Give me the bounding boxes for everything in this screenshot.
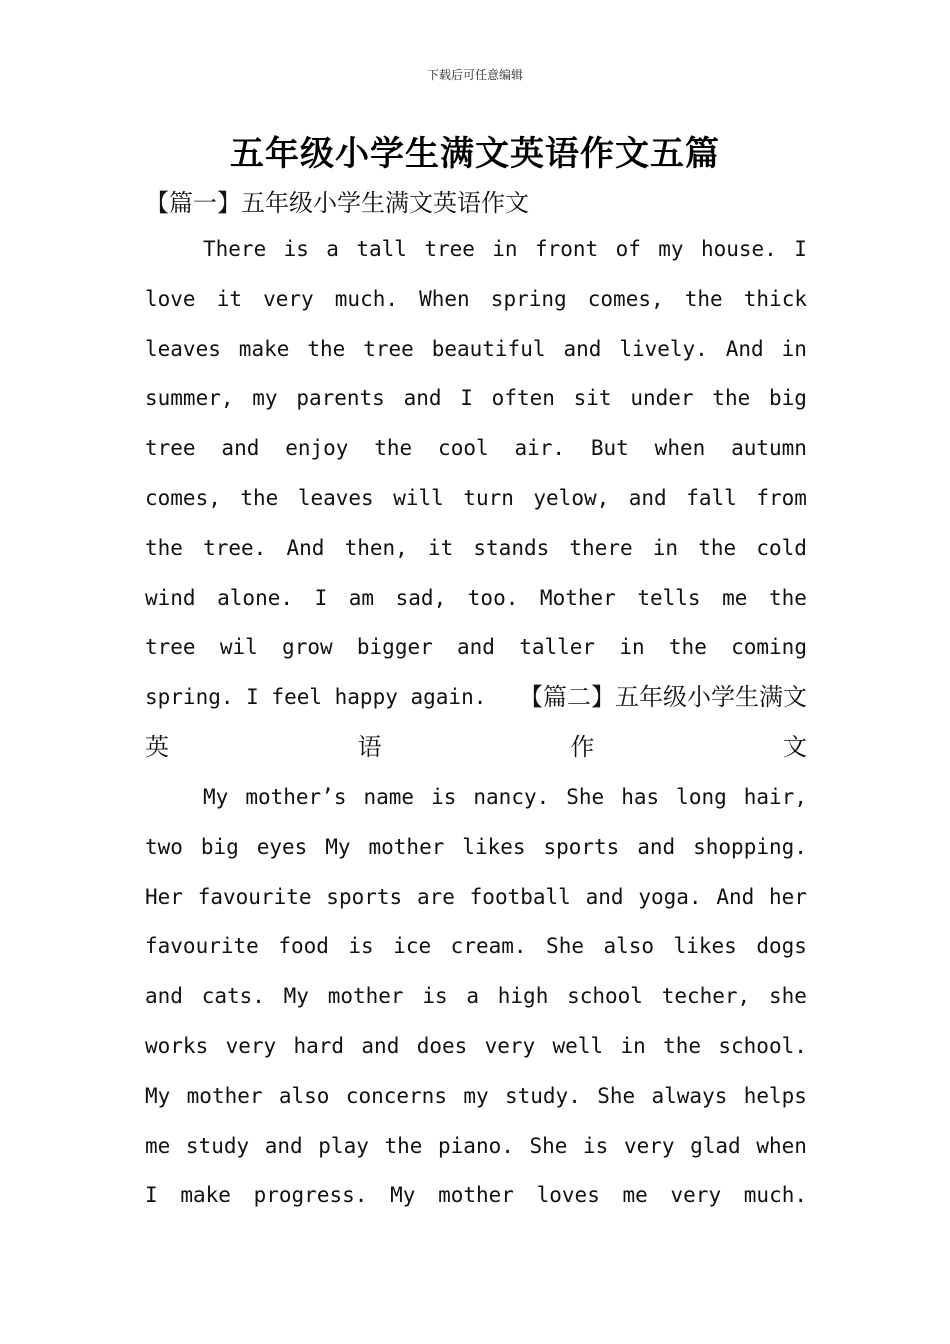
line-text: and cats. My mother is a high school techer, she [145,984,807,1009]
text-line [145,773,807,823]
header-note: 下载后可任意编辑 [426,68,523,82]
text-line [145,524,807,574]
line-text: wind alone. I am sad, too. Mother tells me the [145,585,807,610]
text-line [145,873,807,923]
line-text: Her favourite sports are football and yoga. And her [145,884,807,909]
text-line [145,374,807,424]
line-text: me study and play the piano. She is very glad when [145,1133,807,1158]
text-line [145,325,807,375]
section-heading-1: 【篇一】五年级小学生满文英语作文 [145,189,529,217]
text-line [145,474,807,524]
text-line [145,574,807,624]
line-text: I make progress. My mother loves me very much. [145,1183,807,1208]
line-text: comes, the leaves will turn yelow, and fall from [145,485,807,510]
essay-1-body [145,225,807,773]
text-line [145,275,807,325]
section-heading-2-part1: 【篇二】五年级小学生满文 [519,683,807,712]
page-title: 五年级小学生满文英语作文五篇 [230,134,720,174]
text-line [145,1122,807,1172]
essay-1-last-text: spring. I feel happy again. [145,685,487,710]
line-text: leaves make the tree beautiful and lively. And in [145,336,807,361]
text-line [145,1022,807,1072]
text-line [145,1072,807,1122]
text-line [145,972,807,1022]
line-text: two big eyes My mother likes sports and shopping. [145,834,807,859]
text-line [145,723,807,773]
line-text: favourite food is ice cream. She also likes dogs [145,934,807,959]
text-line [145,424,807,474]
essay-2-body [145,773,807,1221]
text-line-mixed [145,673,807,723]
line-text: There is a tall tree in front of my house. I [203,237,807,261]
line-text: My mother also concerns my study. She always helps [145,1083,807,1108]
text-line [145,623,807,673]
text-line [145,823,807,873]
line-text: works very hard and does very well in the school. [145,1033,807,1058]
line-text: the tree. And then, it stands there in the cold [145,535,807,560]
line-text: summer, my parents and I often sit under the big [145,386,807,411]
text-line [145,1171,807,1221]
line-text: My mother’s name is nancy. She has long hair, [203,785,807,809]
line-text: tree and enjoy the cool air. But when autumn [145,436,807,461]
line-text: love it very much. When spring comes, the thick [145,286,807,311]
text-line [145,225,807,275]
section-heading-2-part2: 英语作文 [145,732,807,761]
text-line [145,922,807,972]
line-text: tree wil grow bigger and taller in the coming [145,635,807,660]
